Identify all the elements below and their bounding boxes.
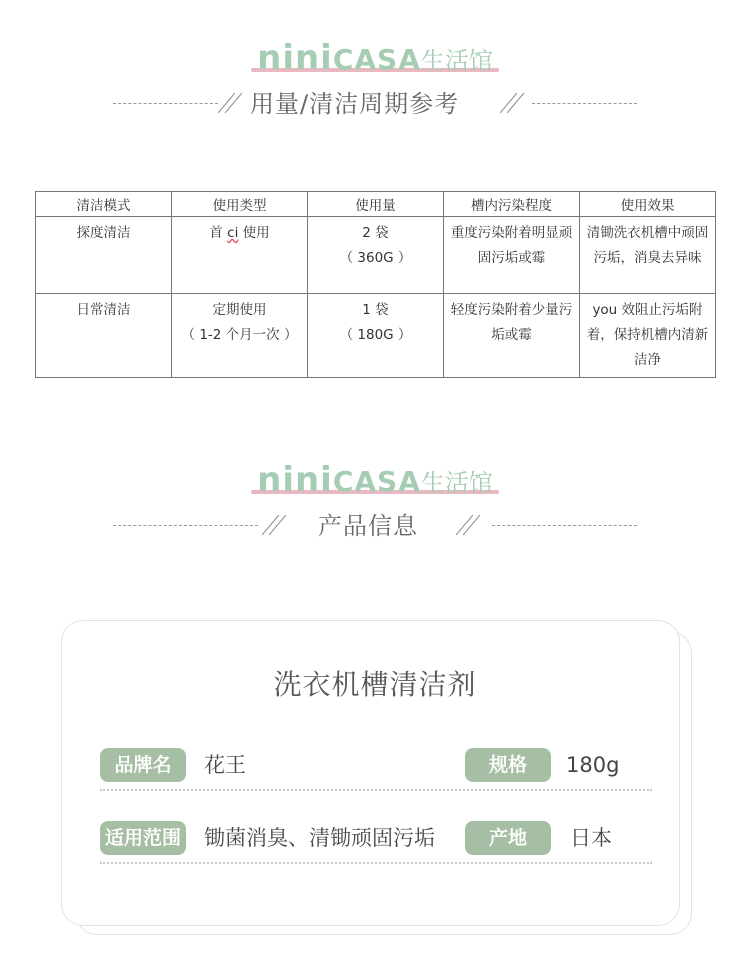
table-row (36, 294, 716, 378)
cell-effect: 清锄洗衣机槽中顽固污垢，消臭去异味 (580, 217, 716, 294)
brand-logo-top (0, 38, 750, 78)
divider-left (113, 525, 258, 526)
scope-tag: 适用范围 (100, 821, 186, 855)
usage-table (35, 191, 716, 378)
cell-type-text: 首 (209, 225, 228, 241)
origin-value: 日本 (570, 826, 612, 850)
divider-left (113, 103, 218, 104)
header-mode: 清洁模式 (36, 192, 172, 217)
brand-name-tag: 品牌名 (100, 748, 186, 782)
product-section-title: 产品信息 (318, 512, 418, 540)
brand-logo-middle (0, 460, 750, 500)
spec-tag: 规格 (465, 748, 551, 782)
slash-decoration-icon (502, 90, 526, 116)
amount-bags: 1 袋 (362, 302, 389, 318)
amount-bags: 2 袋 (362, 225, 389, 241)
cell-type-typo: ci (227, 225, 239, 241)
cell-type (172, 294, 308, 378)
table-row (36, 217, 716, 294)
scope-value: 锄菌消臭、清锄顽固污垢 (204, 826, 435, 850)
cell-effect: you 效阻止污垢附着，保持机槽内清新洁净 (580, 294, 716, 378)
table-header-row (36, 192, 716, 217)
header-effect: 使用效果 (580, 192, 716, 217)
brand-cn: 生活馆 (420, 47, 493, 75)
spec-value: 180g (566, 753, 620, 777)
cell-type (172, 217, 308, 294)
usage-section-title: 用量/清洁周期参考 (250, 90, 460, 118)
origin-tag: 产地 (465, 821, 551, 855)
divider-right (532, 103, 637, 104)
cell-type-text: 使用 (238, 225, 270, 241)
cell-pollution: 轻度污染附着少量污垢或霉 (444, 294, 580, 378)
brand-nini: nini (257, 38, 333, 78)
amount-grams: （ 360G ） (339, 250, 412, 266)
brand-casa: CASA (332, 465, 421, 498)
cell-amount (308, 217, 444, 294)
amount-grams: （ 180G ） (339, 327, 412, 343)
cell-amount (308, 294, 444, 378)
slash-decoration-icon (220, 90, 244, 116)
product-section-header (0, 506, 750, 546)
usage-section-header (0, 84, 750, 124)
slash-decoration-icon (458, 512, 482, 538)
cell-mode: 探度清洁 (36, 217, 172, 294)
brand-cn: 生活馆 (420, 469, 493, 497)
slash-decoration-icon (264, 512, 288, 538)
product-name: 洗衣机槽清洁剂 (273, 668, 477, 701)
brand-name-value: 花王 (204, 753, 246, 777)
divider-right (492, 525, 637, 526)
brand-casa: CASA (332, 43, 421, 76)
row-divider (100, 789, 652, 791)
row-divider (100, 862, 652, 864)
brand-nini: nini (257, 460, 333, 500)
type-sub: （ 1-2 个月一次 ） (181, 327, 298, 343)
cell-mode: 日常清洁 (36, 294, 172, 378)
type-main: 定期使用 (212, 302, 267, 318)
header-type: 使用类型 (172, 192, 308, 217)
header-amount: 使用量 (308, 192, 444, 217)
header-pollution: 槽内污染程度 (444, 192, 580, 217)
cell-pollution: 重度污染附着明显顽固污垢或霉 (444, 217, 580, 294)
